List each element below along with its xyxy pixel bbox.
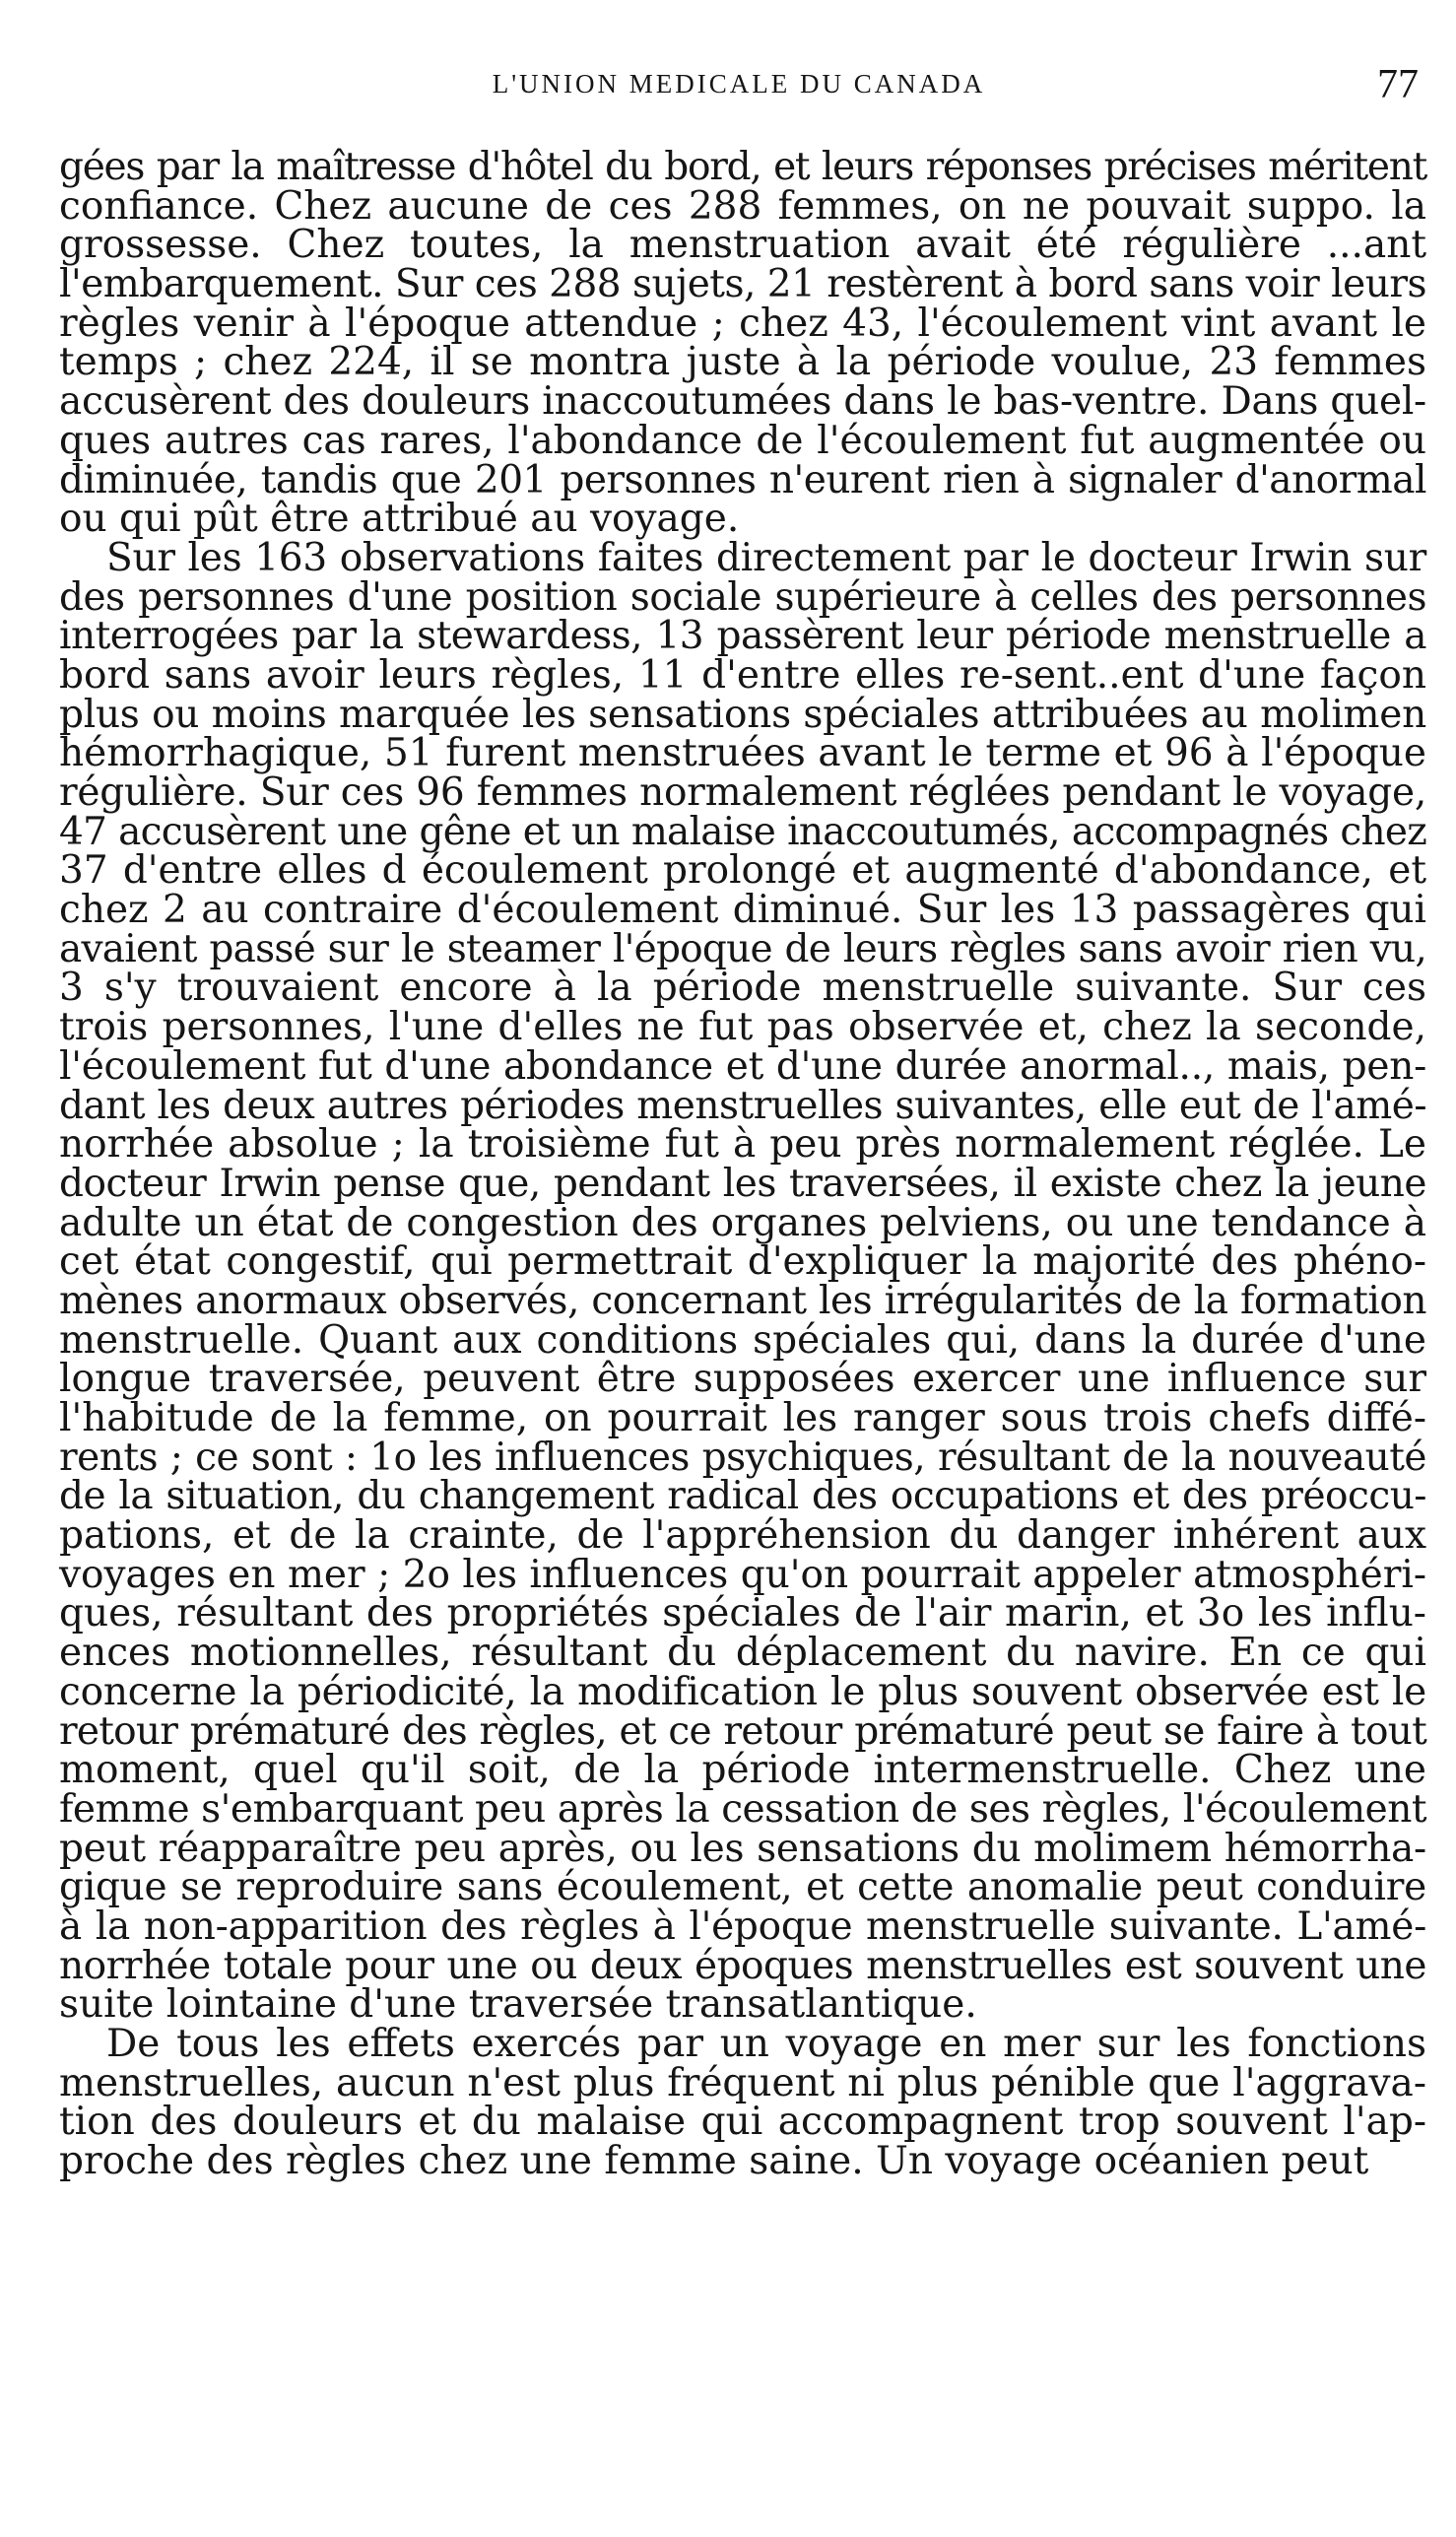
journal-title: L'UNION MEDICALE DU CANADA: [492, 69, 986, 99]
text-line: pations, et de la crainte, de l'appréhension du danger inhérent aux: [59, 1513, 1426, 1559]
text-line: trois personnes, l'une d'elles ne fut pas observée et, chez la seconde,: [59, 1005, 1426, 1050]
text-line: De tous les effets exercés par un voyage en mer sur les fonctions: [106, 2022, 1426, 2066]
text-line: peut réapparaître peu après, ou les sensations du molimem hémorrha-: [59, 1826, 1426, 1871]
text-line: voyages en mer ; 2o les influences qu'on pourrait appeler atmosphéri-: [59, 1552, 1426, 1597]
text-line: 37 d'entre elles d écoulement prolongé et augmenté d'abondance, et: [59, 848, 1426, 894]
text-line: Sur les 163 observations faites directement par le docteur Irwin sur: [106, 535, 1426, 580]
text-line: retour prématuré des règles, et ce retour prématuré peut se faire à tout: [59, 1708, 1426, 1754]
text-line: docteur Irwin pense que, pendant les traversées, il existe chez la jeune: [59, 1161, 1426, 1206]
text-line: bord sans avoir leurs règles, 11 d'entre elles re-sent..ent d'une façon: [59, 652, 1426, 698]
paragraph: [59, 535, 1426, 2028]
text-line: adulte un état de congestion des organes pelviens, ou une tendance à: [59, 1200, 1426, 1245]
text-line: norrhée absolue ; la troisième fut à peu près normalement réglée. Le: [59, 1122, 1426, 1168]
text-line: diminuée, tandis que 201 personnes n'eurent rien à signaler d'anormal: [59, 457, 1426, 502]
text-line: longue traversée, peuvent être supposées exercer une influence sur: [59, 1357, 1426, 1402]
running-head: [59, 61, 1419, 108]
text-line: chez 2 au contraire d'écoulement diminué. Sur les 13 passagères qui: [59, 888, 1426, 933]
body-text: [59, 145, 1426, 2184]
text-line: avaient passé sur le steamer l'époque de leurs règles sans avoir rien vu,: [59, 926, 1426, 971]
text-line: gique se reproduire sans écoulement, et cette anomalie peut conduire: [59, 1865, 1426, 1910]
text-line: ou qui pût être attribué au voyage.: [59, 497, 740, 542]
text-line: l'habitude de la femme, on pourrait les ranger sous trois chefs diffé-: [59, 1396, 1426, 1440]
text-line: temps ; chez 224, il se montra juste à la période voulue, 23 femmes: [59, 340, 1426, 385]
text-line: confiance. Chez aucune de ces 288 femmes, on ne pouvait suppo. la: [59, 183, 1426, 229]
text-line: gées par la maîtresse d'hôtel du bord, et leurs réponses précises méritent: [59, 145, 1426, 189]
text-line: des personnes d'une position sociale supérieure à celles des personnes: [59, 574, 1426, 620]
text-line: l'embarquement. Sur ces 288 sujets, 21 restèrent à bord sans voir leurs: [59, 262, 1426, 307]
text-line: règles venir à l'époque attendue ; chez 43, l'écoulement vint avant le: [59, 300, 1426, 346]
text-line: régulière. Sur ces 96 femmes normalement réglées pendant le voyage,: [59, 770, 1426, 815]
text-line: cet état congestif, qui permettrait d'expliquer la majorité des phéno-: [59, 1239, 1426, 1285]
text-line: de la situation, du changement radical des occupations et des préoccu-: [59, 1474, 1426, 1519]
text-line: proche des règles chez une femme saine. Un voyage océanien peut: [59, 2139, 1369, 2184]
text-line: tion des douleurs et du malaise qui accompagnent trop souvent l'ap-: [59, 2100, 1426, 2145]
text-line: l'écoulement fut d'une abondance et d'une durée anormal.., mais, pen-: [59, 1043, 1426, 1089]
text-line: rents ; ce sont : 1o les influences psychiques, résultant de la nouveauté: [59, 1435, 1426, 1480]
paragraph: [59, 2022, 1426, 2184]
text-line: dant les deux autres périodes menstruelles suivantes, elle eut de l'amé-: [59, 1083, 1426, 1128]
text-line: concerne la périodicité, la modification le plus souvent observée est le: [59, 1669, 1426, 1714]
text-line: interrogées par la stewardess, 13 passèrent leur période menstruelle a: [59, 614, 1426, 659]
text-line: grossesse. Chez toutes, la menstruation avait été régulière ...ant: [59, 223, 1426, 268]
page-number: 77: [1377, 62, 1419, 107]
text-line: ences motionnelles, résultant du déplacement du navire. En ce qui: [59, 1631, 1426, 1676]
text-line: à la non-apparition des règles à l'époque menstruelle suivante. L'amé-: [59, 1903, 1426, 1949]
text-line: femme s'embarquant peu après la cessation de ses règles, l'écoulement: [59, 1786, 1426, 1832]
text-line: norrhée totale pour une ou deux époques menstruelles est souvent une: [59, 1943, 1426, 1988]
text-line: ques autres cas rares, l'abondance de l'écoulement fut augmentée ou: [59, 418, 1426, 463]
text-line: hémorrhagique, 51 furent menstruées avant le terme et 96 à l'époque: [59, 731, 1426, 776]
text-line: 3 s'y trouvaient encore à la période menstruelle suivante. Sur ces: [59, 966, 1426, 1011]
text-line: accusèrent des douleurs inaccoutumées dans le bas-ventre. Dans quel-: [59, 379, 1426, 425]
text-line: ques, résultant des propriétés spéciales de l'air marin, et 3o les influ-: [59, 1591, 1426, 1636]
text-line: menstruelle. Quant aux conditions spéciales qui, dans la durée d'une: [59, 1317, 1426, 1363]
text-line: menstruelles, aucun n'est plus fréquent ni plus pénible que l'aggrava-: [59, 2060, 1426, 2105]
text-line: mènes anormaux observés, concernant les irrégularités de la formation: [59, 1278, 1426, 1323]
text-line: 47 accusèrent une gêne et un malaise inaccoutumés, accompagnés chez: [59, 809, 1426, 854]
text-line: suite lointaine d'une traversée transatlantique.: [59, 1982, 977, 2028]
text-line: moment, quel qu'il soit, de la période intermenstruelle. Chez une: [59, 1748, 1426, 1793]
text-line: plus ou moins marquée les sensations spéciales attribuées au molimen: [59, 692, 1426, 737]
paragraph: [59, 145, 1426, 542]
